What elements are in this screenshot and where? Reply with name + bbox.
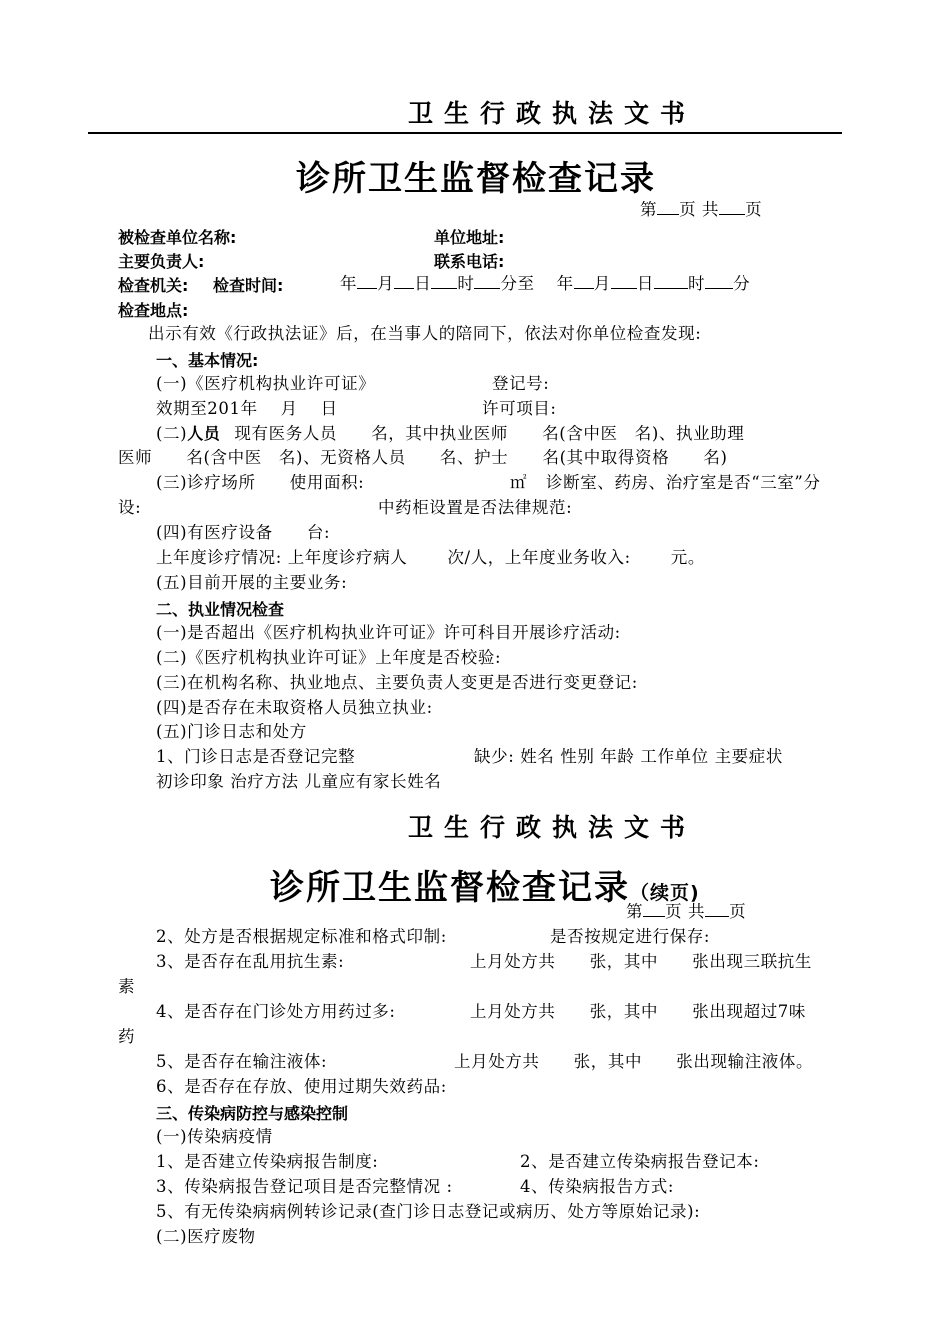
prescription-item-3c: 素 <box>118 977 136 996</box>
page-number-ye: 页 <box>745 200 763 219</box>
license-items: 许可项目: <box>482 399 557 418</box>
main-business-line: (五)目前开展的主要业务: <box>156 573 348 592</box>
premises-rooms: 诊断室、药房、治疗室是否“三室”分 <box>546 473 821 492</box>
epidemic-item-1: 1、是否建立传染病报告制度: <box>156 1152 379 1171</box>
time-month: 月 <box>377 274 395 293</box>
address-label: 单位地址: <box>434 228 505 247</box>
prescription-item-3: 3、是否存在乱用抗生素: <box>156 952 345 971</box>
time-year: 年 <box>556 274 574 293</box>
time-minute-to: 分至 <box>500 274 535 293</box>
epidemic-item-3: 3、传染病报告登记项目是否完整情况 : <box>156 1177 453 1196</box>
page-number-blank <box>643 902 665 917</box>
epidemic-heading: (一)传染病疫情 <box>156 1127 273 1146</box>
page-total-blank <box>719 200 745 215</box>
license-line: (一)《医疗机构执业许可证》 <box>156 374 376 393</box>
check-item-3: (三)在机构名称、执业地点、主要负责人变更是否进行变更登记: <box>156 673 638 692</box>
prescription-item-5: 5、是否存在输注液体: <box>156 1052 328 1071</box>
header-rule <box>88 132 842 134</box>
page-number-ye-gong: 页 共 <box>679 200 720 219</box>
page-number <box>640 199 762 221</box>
page-title: 诊所卫生监督检查记录 <box>296 159 656 199</box>
check-item-1: (一)是否超出《医疗机构执业许可证》许可科目开展诊疗活动: <box>156 623 621 642</box>
staff-details: 现有医务人员 名，其中执业医师 名(含中医 名)、执业助理 <box>234 424 745 443</box>
page-number-di: 第 <box>640 200 658 219</box>
section-basic-info: 一、基本情况: <box>156 351 259 370</box>
time-label: 检查时间: <box>213 276 284 295</box>
time-blank <box>431 274 457 289</box>
place-label: 检查地点: <box>118 301 189 320</box>
time-blank <box>611 274 637 289</box>
outpatient-log-missing: 缺少: 姓名 性别 年龄 工作单位 主要症状 <box>474 747 783 766</box>
premises-m2: ㎡ <box>510 473 528 492</box>
prescription-item-4: 4、是否存在门诊处方用药过多: <box>156 1002 396 1021</box>
page-number-2 <box>626 901 746 923</box>
outpatient-log-cont: 初诊印象 治疗方法 儿童应有家长姓名 <box>156 772 442 791</box>
staff-line-cont: 医师 名(含中医 名)、无资格人员 名、护士 名(其中取得资格 名) <box>118 448 728 467</box>
time-blank <box>357 274 377 289</box>
prescription-item-4b: 上月处方共 张，其中 张出现超过7味 <box>470 1002 806 1021</box>
equipment-line: (四)有医疗设备 台: <box>156 523 331 542</box>
premises-line: (三)诊疗场所 使用面积: <box>156 473 365 492</box>
time-month: 月 <box>593 274 611 293</box>
prescription-item-3b: 上月处方共 张，其中 张出现三联抗生 <box>470 952 812 971</box>
time-blank <box>474 274 500 289</box>
validity-line: 效期至201年 月 日 <box>156 399 338 418</box>
time-day: 日 <box>414 274 432 293</box>
time-day: 日 <box>636 274 654 293</box>
registration-no: 登记号: <box>492 374 550 393</box>
unit-name-label: 被检查单位名称: <box>118 228 237 247</box>
outpatient-log-line: 1、门诊日志是否登记完整 <box>156 747 356 766</box>
check-item-2: (二)《医疗机构执业许可证》上年度是否校验: <box>156 648 502 667</box>
page-number-ye-gong: 页 共 <box>665 902 706 921</box>
page-number-di: 第 <box>626 902 644 921</box>
epidemic-item-4: 4、传染病报告方式: <box>520 1177 675 1196</box>
time-year: 年 <box>340 274 358 293</box>
epidemic-item-2: 2、是否建立传染病报告登记本: <box>520 1152 760 1171</box>
intro-text: 出示有效《行政执法证》后，在当事人的陪同下，依法对你单位检查发现: <box>148 324 702 343</box>
time-hour: 时 <box>457 274 475 293</box>
staff-line <box>156 423 744 445</box>
page-total-blank <box>705 902 729 917</box>
epidemic-item-5: 5、有无传染病病例转诊记录(查门诊日志登记或病历、处方等原始记录): <box>156 1202 701 1221</box>
section-practice-check: 二、执业情况检查 <box>156 600 285 619</box>
premises-cont: 设: <box>118 498 142 517</box>
inspection-time <box>340 273 750 295</box>
staff-bold-label: 人员 <box>187 424 221 443</box>
doc-type-header: 卫生行政执法文书 <box>408 99 697 128</box>
check-item-5: (五)门诊日志和处方 <box>156 722 307 741</box>
time-minute: 分 <box>733 274 751 293</box>
last-year-line: 上年度诊疗情况: 上年度诊疗病人 次/人，上年度业务收入: 元。 <box>156 548 706 567</box>
prescription-item-4c: 药 <box>118 1027 136 1046</box>
page-title-2-main: 诊所卫生监督检查记录 <box>270 868 630 908</box>
time-blank <box>574 274 594 289</box>
time-blank <box>394 274 414 289</box>
page-title-2-suffix: （续页) <box>630 882 700 904</box>
time-blank <box>654 274 688 289</box>
check-item-4: (四)是否存在未取资格人员独立执业: <box>156 698 433 717</box>
time-hour: 时 <box>687 274 706 293</box>
page-number-blank <box>657 200 679 215</box>
medical-waste-heading: (二)医疗废物 <box>156 1227 256 1246</box>
page-number-ye: 页 <box>729 902 747 921</box>
time-blank <box>705 274 733 289</box>
prescription-item-2b: 是否按规定进行保存: <box>550 927 711 946</box>
prescription-item-2: 2、处方是否根据规定标准和格式印制: <box>156 927 447 946</box>
principal-label: 主要负责人: <box>118 252 205 271</box>
prescription-item-5b: 上月处方共 张，其中 张出现输注液体。 <box>454 1052 814 1071</box>
prescription-item-6: 6、是否存在存放、使用过期失效药品: <box>156 1077 447 1096</box>
doc-type-header-2: 卫生行政执法文书 <box>408 813 697 842</box>
section-infection-control: 三、传染病防控与感染控制 <box>156 1104 349 1123</box>
staff-num: (二) <box>156 424 188 443</box>
phone-label: 联系电话: <box>434 252 505 271</box>
medicine-cabinet: 中药柜设置是否法律规范: <box>378 498 573 517</box>
agency-label: 检查机关: <box>118 276 189 295</box>
